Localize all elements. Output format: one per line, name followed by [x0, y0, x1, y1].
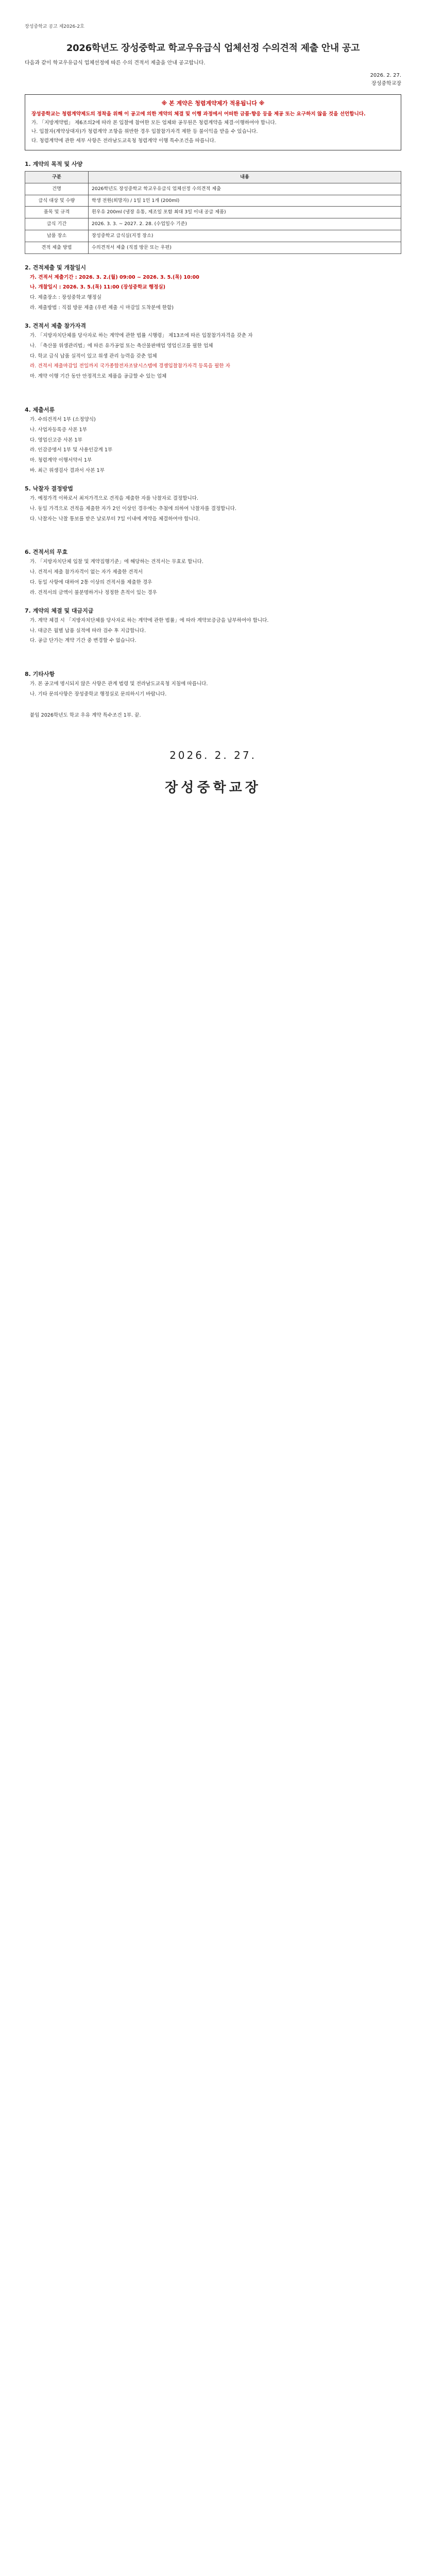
section-heading: 8. 기타사항 [25, 671, 55, 678]
section-line: 나. 개찰일시 : 2026. 3. 5.(목) 11:00 (장성중학교 행정실) [30, 284, 166, 291]
table-cell: 장성중학교 급식실(지정 장소) [89, 230, 401, 242]
section-line: 나. 기타 문의사항은 장성중학교 행정실로 문의하시기 바랍니다. [30, 691, 167, 698]
section-line: 나. 대금은 월별 납품 실적에 따라 검수 후 지급합니다. [30, 628, 146, 634]
contract-spec-table [25, 171, 401, 254]
section-line: 다. 학교 급식 납품 실적이 있고 위생 관리 능력을 갖춘 업체 [30, 353, 157, 359]
section-line: 가. 견적서 제출기간 : 2026. 3. 2.(월) 09:00 ~ 2026. 3. 5.(목) 10:00 [30, 274, 199, 280]
section-heading: 5. 낙찰자 결정방법 [25, 485, 73, 492]
section-line: 마. 계약 이행 기간 동안 안정적으로 제품을 공급할 수 있는 업체 [30, 374, 167, 380]
table-cell: 품목 및 규격 [25, 207, 89, 218]
section-line: 라. 견적서의 금액이 불분명하거나 정정한 흔적이 있는 경우 [30, 589, 157, 596]
section-line: 나. 「축산물 위생관리법」에 따른 유가공업 또는 축산물판매업 영업신고를 필한 업체 [30, 343, 213, 349]
table-row [25, 242, 401, 253]
intro-text: 다음과 같이 학교우유급식 업체선정에 따른 수의 견적서 제출을 안내 공고합니다. [25, 60, 206, 66]
table-header: 내용 [89, 171, 401, 183]
section-line: 나. 견적서 제출 참가자격이 없는 자가 제출한 견적서 [30, 569, 143, 575]
section-line: 가. 「지방자치단체 입찰 및 계약집행기준」에 해당하는 견적서는 무효로 합니다. [30, 559, 203, 565]
date-short: 2026. 2. 27. [370, 73, 401, 78]
table-cell: 흰우유 200ml (냉장 유통, 제조일 포함 최대 3일 이내 공급 제품) [89, 207, 401, 218]
section-line: 다. 영업신고증 사본 1부 [30, 437, 82, 443]
section-line: 마. 청렴계약 이행서약서 1부 [30, 457, 92, 464]
table-cell: 수의견적서 제출 (직접 방문 또는 우편) [89, 242, 401, 253]
footer-org: 장성중학교장 [165, 779, 261, 795]
table-row [25, 183, 401, 195]
section-heading: 2. 견적제출 및 개찰일시 [25, 264, 86, 271]
table-cell: 학생 전원(희망자) / 1일 1인 1개 (200ml) [89, 195, 401, 207]
table-header: 구분 [25, 171, 89, 183]
attachment-note: 붙임 2026학년도 학교 우유 계약 특수조건 1부. 끝. [30, 712, 141, 718]
table-row [25, 218, 401, 230]
section-heading: 4. 제출서류 [25, 406, 55, 413]
section-heading: 3. 견적서 제출 참가자격 [25, 322, 86, 329]
notice-box-line: 다. 청렴계약에 관한 세부 사항은 전라남도교육청 청렴계약 이행 특수조건을 따릅니다. [31, 138, 216, 144]
page-title: 2026학년도 장성중학교 학교우유급식 업체선정 수의견적 제출 안내 공고 [66, 43, 360, 54]
dateline [25, 72, 401, 88]
section-line: 가. 수의견적서 1부 (소정양식) [30, 417, 96, 422]
section-line: 라. 견적서 제출마감일 전일까지 국가종합전자조달시스템에 경쟁입찰참가자격 등록을 필한 자 [30, 363, 230, 369]
section-heading: 6. 견적서의 무효 [25, 549, 68, 556]
section-heading: 7. 계약의 체결 및 대금지급 [25, 607, 94, 614]
table-cell: 견적 제출 방법 [25, 242, 89, 253]
table-row [25, 195, 401, 207]
notice-box-line: 가. 「지방계약법」 제6조의2에 따라 본 입찰에 참여한 모든 업체와 공무원은 청렴계약을 체결·이행하여야 합니다. [31, 120, 277, 126]
section-line: 가. 계약 체결 시 「지방자치단체를 당사자로 하는 계약에 관한 법률」에 따라 계약보증금을 납부하여야 합니다. [30, 617, 269, 623]
section-line: 라. 제출방법 : 직접 방문 제출 (우편 제출 시 마감일 도착분에 한함) [30, 305, 174, 311]
table-cell: 건명 [25, 183, 89, 195]
org-short: 장성중학교장 [371, 81, 401, 87]
table-row [25, 207, 401, 218]
table-cell: 2026. 3. 3. ~ 2027. 2. 28. (수업일수 기준) [89, 218, 401, 230]
section-line: 다. 제출장소 : 장성중학교 행정실 [30, 295, 101, 301]
table-cell: 급식 대상 및 수량 [25, 195, 89, 207]
table-cell: 2026학년도 장성중학교 학교우유급식 업체선정 수의견적 제출 [89, 183, 401, 195]
section-line: 가. 「지방자치단체를 당사자로 하는 계약에 관한 법률 시행령」 제13조에 따른 입찰참가자격을 갖춘 자 [30, 332, 253, 338]
table-cell: 급식 기간 [25, 218, 89, 230]
section-line: 라. 인감증명서 1부 및 사용인감계 1부 [30, 447, 113, 453]
section-line: 다. 낙찰자는 낙찰 통보를 받은 날로부터 7일 이내에 계약을 체결하여야 합니다. [30, 516, 200, 522]
section-line: 가. 예정가격 이하로서 최저가격으로 견적을 제출한 자를 낙찰자로 결정합니다. [30, 495, 199, 501]
section-heading: 1. 계약의 목적 및 사양 [25, 160, 83, 167]
section-line: 가. 본 공고에 명시되지 않은 사항은 관계 법령 및 전라남도교육청 지침에 따릅니다. [30, 681, 208, 687]
section-line: 나. 동일 가격으로 견적을 제출한 자가 2인 이상인 경우에는 추첨에 의하여 낙찰자를 결정합니다. [30, 505, 236, 512]
section-line: 나. 사업자등록증 사본 1부 [30, 427, 87, 433]
table-cell: 납품 장소 [25, 230, 89, 242]
notice-document [25, 23, 401, 796]
notice-number: 장성중학교 공고 제2026-2호 [25, 24, 84, 29]
section-line: 다. 동일 사항에 대하여 2통 이상의 견적서를 제출한 경우 [30, 580, 152, 586]
notice-box-line: 장성중학교는 청렴계약제도의 정착을 위해 이 공고에 의한 계약의 체결 및 이행 과정에서 어떠한 금품·향응 등을 제공 또는 요구하지 않을 것을 선언합니다. [31, 111, 366, 117]
section-line: 바. 최근 위생검사 결과서 사본 1부 [30, 468, 105, 474]
footer-date: 2026. 2. 27. [169, 749, 257, 761]
notice-box-title: ※ 본 계약은 청렴계약제가 적용됩니다 ※ [161, 100, 265, 107]
notice-box-line: 나. 입찰자(계약상대자)가 청렴계약 조항을 위반한 경우 입찰참가자격 제한 등 불이익을 받을 수 있습니다. [31, 129, 258, 135]
section-line: 다. 공급 단가는 계약 기간 중 변경할 수 없습니다. [30, 638, 137, 644]
table-row [25, 230, 401, 242]
integrity-notice-box [25, 94, 401, 150]
